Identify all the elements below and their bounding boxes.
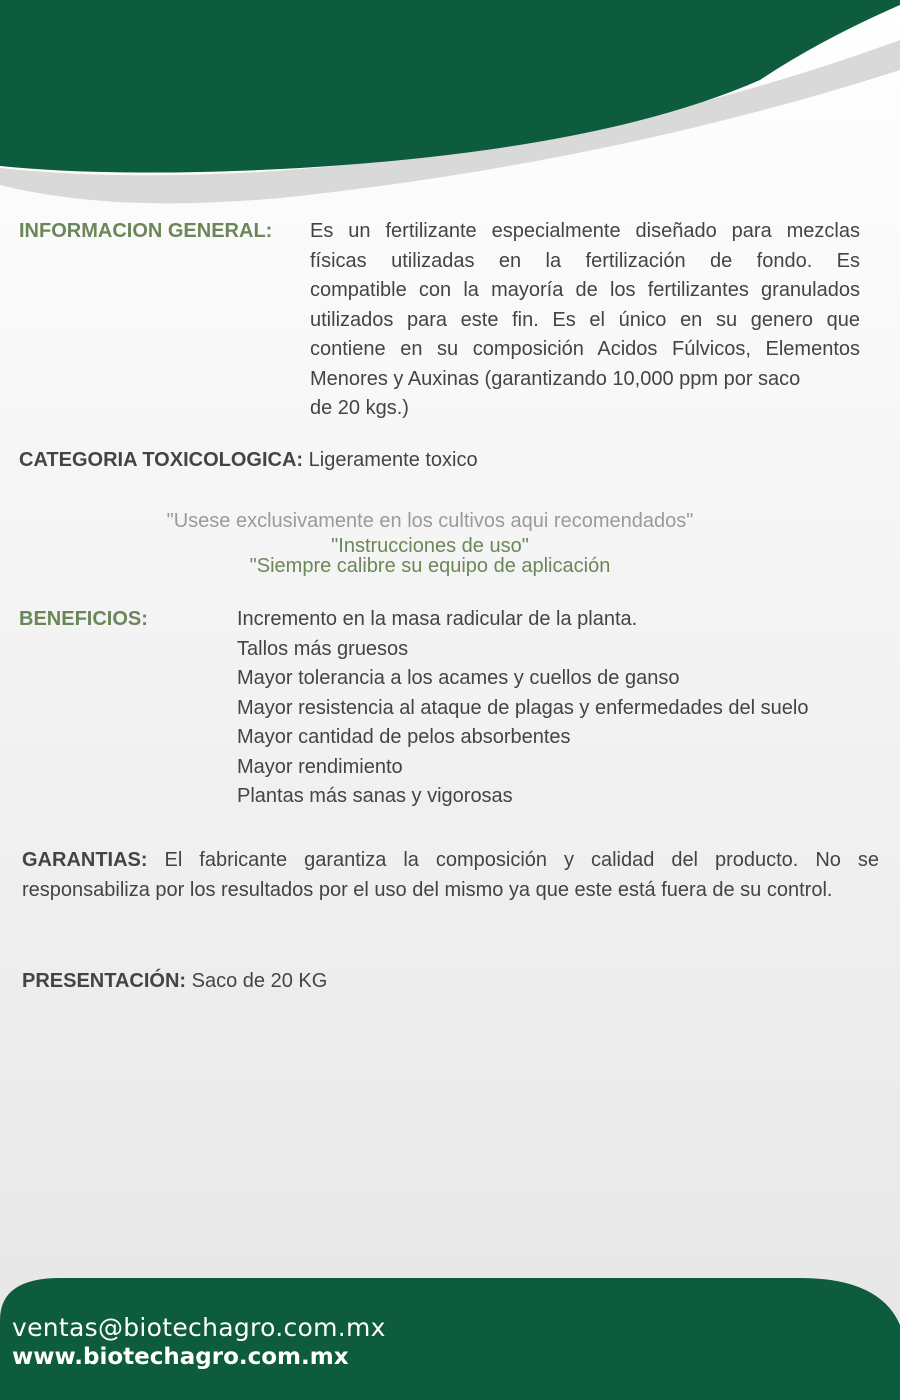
- benefit-item: Tallos más gruesos: [237, 637, 409, 660]
- presentation-value: Saco de 20 KG: [186, 970, 328, 992]
- info-line: Es un fertilizante especialmente diseñado para mezclas: [310, 220, 860, 242]
- presentation-label: PRESENTACIÓN:: [22, 970, 187, 992]
- benefit-item: Mayor resistencia al ataque de plagas y enfermedades del suelo: [237, 696, 809, 719]
- info-line: compatible con la mayoría de los fertilizantes granulados: [310, 279, 860, 301]
- instructions-quote: "Instrucciones de uso": [331, 535, 529, 557]
- header-swoosh: [0, 0, 900, 215]
- info-line: Menores y Auxinas (garantizando 10,000 ppm por saco: [310, 367, 801, 390]
- guarantee-section: [22, 846, 879, 905]
- benefits-list: [237, 605, 808, 812]
- benefit-item: Mayor tolerancia a los acames y cuellos de ganso: [237, 667, 680, 689]
- calibration-quote: "Siempre calibre su equipo de aplicación: [249, 555, 611, 577]
- footer-website-link[interactable]: www.biotechagro.com.mx: [12, 1344, 349, 1370]
- toxicology-value: Ligeramente toxico: [303, 449, 478, 471]
- info-line: contiene en su composición Acidos Fúlvicos, Elementos: [310, 338, 860, 360]
- benefit-item: Mayor cantidad de pelos absorbentes: [237, 726, 571, 748]
- guarantee-text: El fabricante garantiza la composición y calidad del producto. No se responsabiliza por los resultados por el uso del mismo ya que este está fuera de su control.: [22, 849, 879, 901]
- benefit-item: Incremento en la masa radicular de la planta.: [237, 608, 638, 630]
- toxicology-label: CATEGORIA TOXICOLOGICA:: [19, 449, 304, 471]
- usage-warning-quote: "Usese exclusivamente en los cultivos aqui recomendados": [166, 510, 694, 532]
- guarantee-label: GARANTIAS:: [22, 849, 148, 871]
- benefit-item: Mayor rendimiento: [237, 755, 403, 778]
- presentation-section: [22, 967, 327, 997]
- footer-email-link[interactable]: ventas@biotechagro.com.mx: [12, 1313, 386, 1342]
- info-general-label: INFORMACION GENERAL:: [19, 220, 273, 242]
- benefit-item: Plantas más sanas y vigorosas: [237, 785, 513, 807]
- info-general-text: [310, 217, 860, 424]
- info-line: físicas utilizadas en la fertilización de fondo. Es: [310, 249, 860, 272]
- benefits-label: BENEFICIOS:: [19, 608, 148, 630]
- info-line: de 20 kgs.): [310, 397, 409, 419]
- info-line: utilizados para este fin. Es el único en su genero que: [310, 308, 860, 331]
- toxicology-section: [19, 446, 478, 476]
